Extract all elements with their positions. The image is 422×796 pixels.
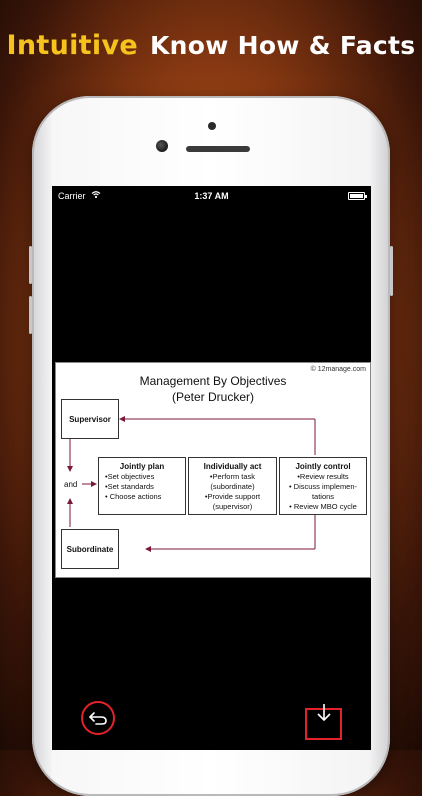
jointly-plan-item: •Set objectives [105, 472, 155, 481]
diagram-title-line1: Management By Objectives [139, 374, 287, 388]
individually-act-heading: Individually act [203, 462, 262, 471]
earpiece-speaker [186, 146, 250, 152]
jointly-plan-item: • Choose actions [105, 492, 162, 501]
power-button [390, 246, 393, 296]
jointly-control-item: tations [311, 492, 335, 501]
individually-act-item: (supervisor) [212, 502, 253, 511]
and-label: and [64, 480, 78, 489]
back-button[interactable] [81, 701, 115, 735]
jointly-control-item: • Review MBO cycle [289, 502, 357, 511]
download-button[interactable] [305, 708, 342, 740]
carrier-label: Carrier [58, 191, 86, 201]
headline-rest: Know How & Facts [149, 31, 416, 60]
download-icon [313, 704, 335, 728]
volume-up-button [29, 246, 32, 284]
jointly-control-heading: Jointly control [295, 462, 351, 471]
diagram-title-line2: (Peter Drucker) [171, 390, 254, 404]
battery-icon [348, 192, 365, 200]
proximity-sensor [208, 122, 216, 130]
promo-headline [0, 30, 422, 61]
supervisor-label: Supervisor [69, 414, 111, 424]
jointly-plan-item: •Set standards [105, 482, 154, 491]
status-time: 1:37 AM [194, 191, 229, 201]
subordinate-label: Subordinate [66, 544, 114, 554]
volume-down-button [29, 296, 32, 334]
subordinate-box [61, 529, 119, 569]
jointly-plan-box [98, 457, 186, 515]
copyright-label: © 12manage.com [310, 366, 366, 373]
status-bar [52, 186, 371, 206]
front-camera [156, 140, 168, 152]
phone-screen [52, 186, 371, 750]
individually-act-item: •Provide support [204, 492, 261, 501]
mbo-diagram-image [55, 362, 371, 578]
individually-act-item: (subordinate) [210, 482, 255, 491]
individually-act-item: •Perform task [209, 472, 256, 481]
headline-accent: Intuitive [6, 30, 138, 61]
undo-icon [88, 710, 108, 726]
supervisor-box [61, 399, 119, 439]
jointly-control-box [279, 457, 367, 515]
jointly-control-item: •Review results [297, 472, 349, 481]
jointly-plan-heading: Jointly plan [119, 462, 165, 471]
individually-act-box [188, 457, 277, 515]
jointly-control-item: • Discuss implemen- [288, 482, 358, 491]
